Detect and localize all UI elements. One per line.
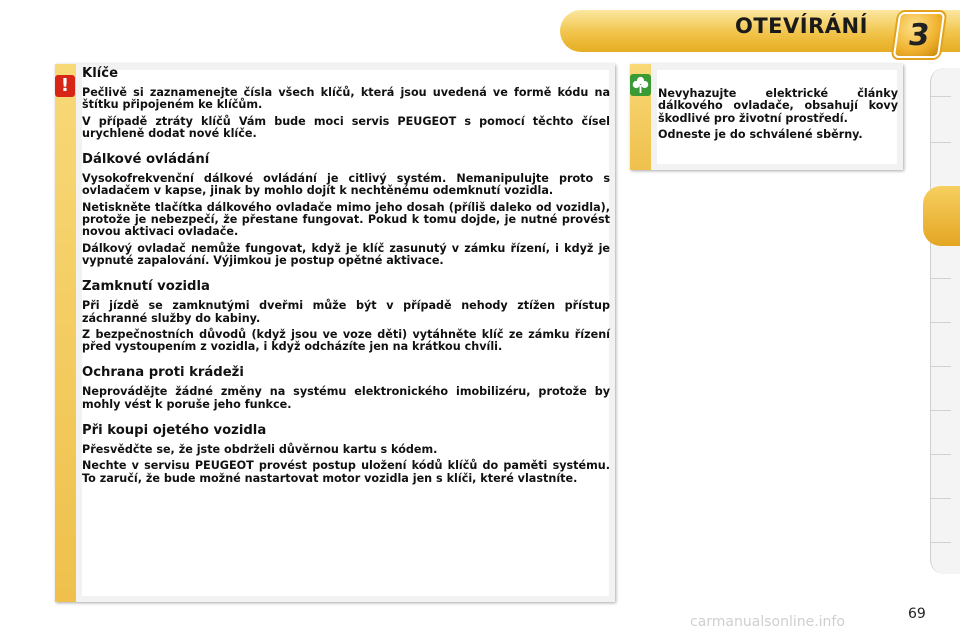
exclamation-icon: ! <box>55 75 75 97</box>
paragraph: Vysokofrekvenční dálkové ovládání je citlivý systém. Nemanipulujte proto s ovladačem v kapse, jinak by mohlo dojít k nechtěnému odemknutí vozidla. <box>82 172 610 198</box>
section-title: Ochrana proti krádeži <box>82 365 244 381</box>
tab-separator <box>931 366 951 367</box>
page-title: OTEVÍRÁNÍ <box>735 14 868 38</box>
warning-content <box>82 66 610 489</box>
paragraph: Odneste je do schválené sběrny. <box>658 127 863 141</box>
panel-stripe <box>55 64 76 602</box>
section-title: Zamknutí vozidla <box>82 279 210 295</box>
paragraph: Neprovádějte žádné změny na systému elektronického imobilizéru, protože by mohly vést k poruše jeho funkce. <box>82 385 610 411</box>
section-title: Klíče <box>82 66 119 81</box>
watermark: carmanualsonline.info <box>690 614 845 630</box>
chapter-badge: 3 <box>893 12 945 58</box>
section-title: Dálkové ovládání <box>82 152 210 168</box>
eco-content <box>658 88 898 145</box>
paragraph: Při jízdě se zamknutými dveřmi může být v případě nehody ztížen přístup záchranné služby do kabiny. <box>82 299 610 325</box>
paragraph: Dálkový ovladač nemůže fungovat, když je klíč zasunutý v zámku řízení, i když je vypnuté zapalování. Výjimkou je postup opětné aktivace. <box>82 241 610 267</box>
paragraph: Z bezpečnostních důvodů (když jsou ve voze děti) vytáhněte klíč ze zámku řízení před vystoupením z vozidla, i když odcházíte jen na krátkou chvíli. <box>82 327 610 354</box>
clover-icon <box>630 74 651 96</box>
chapter-tab-strip <box>930 68 960 574</box>
tab-separator <box>931 322 951 323</box>
paragraph: Netiskněte tlačítka dálkového ovladače mimo jeho dosah (příliš daleko od vozidla), protože je nebezpečí, že přestane fungovat. Pokud k tomu dojde, je nutné provést novou aktivaci ovladače. <box>82 200 610 239</box>
page-number: 69 <box>908 606 926 622</box>
tab-separator <box>931 542 951 543</box>
paragraph: Nechte v servisu PEUGEOT provést postup uložení kódů klíčů do paměti systému. To zaručí, že bude možné nastartovat motor vozidla jen s klíči, které vlastníte. <box>82 459 610 485</box>
tab-separator <box>931 142 951 143</box>
clover-icon-graphic <box>630 74 651 96</box>
chapter-tab-active[interactable] <box>923 186 960 246</box>
paragraph: Přesvědčte se, že jste obdrželi důvěrnou kartu s kódem. <box>82 443 438 457</box>
tab-separator <box>931 410 951 411</box>
tab-separator <box>931 278 951 279</box>
tab-separator <box>931 454 951 455</box>
paragraph: Pečlivě si zaznamenejte čísla všech klíčů, která jsou uvedená ve formě kódu na štítku připojeném ke klíčům. <box>82 86 610 112</box>
paragraph: Nevyhazujte elektrické články dálkového ovladače, obsahují kovy škodlivé pro životní prostředí. <box>658 87 898 125</box>
paragraph: V případě ztráty klíčů Vám bude moci servis PEUGEOT s pomocí těchto čísel urychleně dodat nové klíče. <box>82 114 610 140</box>
tab-separator <box>931 96 951 97</box>
section-title: Při koupi ojetého vozidla <box>82 423 267 439</box>
tab-separator <box>931 498 951 499</box>
